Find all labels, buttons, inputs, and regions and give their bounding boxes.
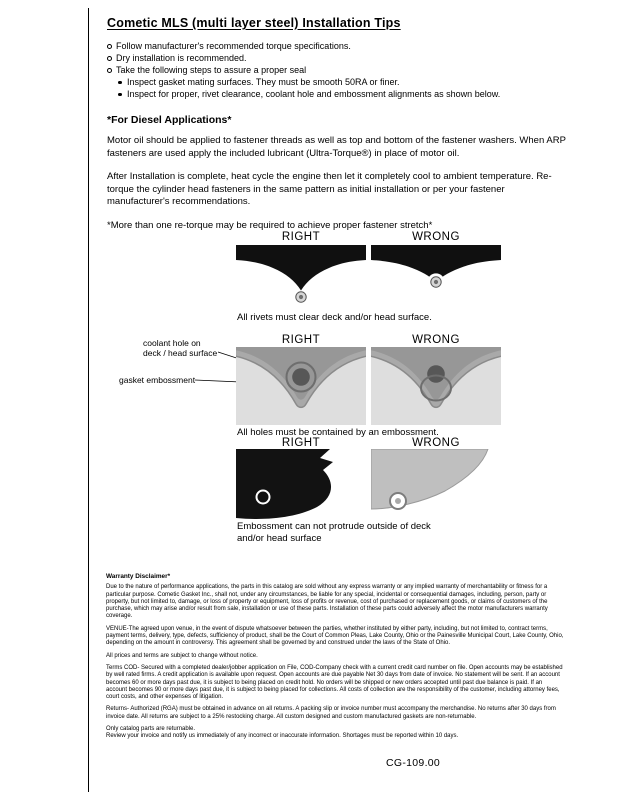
diesel-applications-heading: *For Diesel Applications*	[107, 114, 232, 126]
rivet-clearance-right-diagram	[236, 245, 366, 307]
diesel-paragraph-2: After Installation is complete, heat cycle the engine then let it completely cool to ambient temperature. Re-torque the cylinder head fasteners in the same pattern as initial installation or per your fastener manufacturer's recommendations.	[107, 171, 552, 207]
warranty-heading: Warranty Disclaimer*	[106, 573, 171, 580]
venue-paragraph: VENUE-The agreed upon venue, in the event of dispute whatsoever between the parties, whether instituted by either party, including, but not limited to, contract terms, payment terms, delivery, type, defects, sufficiency of product, shall be the Court of Common Pleas, Lake County, Ohio or the Painesville Municipal Court, Lake County, Ohio, depending on the amount in controversy. This agreement shall be governed by and construed under the laws of the State of Ohio.	[106, 625, 564, 647]
holes-caption: All holes must be contained by an embossment.	[237, 427, 439, 438]
prices-paragraph: All prices and terms are subject to change without notice.	[106, 652, 258, 659]
tip-item: Dry installation is recommended.	[106, 52, 578, 64]
review-invoice-line: Review your invoice and notify us immediately of any incorrect or inaccurate information. Shortages must be reported within 10 days.	[106, 733, 459, 740]
terms-paragraph: Terms COD- Secured with a completed dealer/jobber application on File, COD-Company check with a current credit card number on file. Open accounts may be established by well rated firms. A credit application is available upon request. Open accounts are due payable Net 30 days from date of invoice. No statement will be sent. If an account becomes 60 or more days past due, it is subject to being placed on credit hold. No orders will be shipped or new orders accepted until past due balance is paid. If an account becomes 90 or more days past due, it is subject to being placed for collections. All costs of collection are the responsibility of the customer, including attorney fees, court costs, and other expenses of litigation.	[106, 664, 563, 701]
coolant-hole-label	[143, 338, 227, 358]
tip-sub-item: Inspect for proper, rivet clearance, coolant hole and embossment alignments as shown below.	[106, 88, 578, 100]
wrong-column-label: WRONG	[412, 334, 460, 346]
warranty-paragraph: Due to the nature of performance applications, the parts in this catalog are sold without any express warranty or any implied warranty of merchantability or fitness for a particular purpose. Cometic Gasket Inc., shall not, under any circumstances, be liable for any special, incidental or consequential damages, including, person, party or property, but not limited to, damage, or loss of property or equipment, loss of profits or revenue, cost of purchased or replacement goods, or claims of customers of the purchase, which may arise and/or result from sale, installation or use of these parts. Installation of these parts could adversely affect the motor manufacturers warranty coverage.	[106, 584, 548, 620]
right-column-label: RIGHT	[281, 231, 321, 243]
diagram-section	[0, 228, 618, 564]
rivet-caption: All rivets must clear deck and/or head surface.	[237, 312, 432, 323]
page-title: Cometic MLS (multi layer steel) Installation Tips	[107, 16, 401, 30]
embossment-containment-wrong-diagram	[371, 347, 501, 425]
page-code: CG-109.00	[386, 757, 441, 769]
embossment-containment-right-diagram	[236, 347, 366, 425]
rivet-clearance-wrong-diagram	[371, 245, 501, 307]
tip-sub-item: Inspect gasket mating surfaces. They must be smooth 50RA or finer.	[106, 76, 578, 88]
protrusion-caption	[237, 521, 477, 545]
catalog-parts-line: Only catalog parts are returnable.	[106, 726, 196, 733]
tip-item: Take the following steps to assure a proper seal	[106, 64, 578, 76]
wrong-column-label: WRONG	[412, 231, 460, 243]
wrong-column-label: WRONG	[412, 437, 460, 449]
right-column-label: RIGHT	[281, 437, 321, 449]
returns-paragraph: Returns- Authorized (RGA) must be obtained in advance on all returns. A packing slip or invoice number must accompany the merchandise. No returns after 30 days from invoice date. All returns are subject to a 25% restocking charge. All custom designed and custom manufactured gaskets are non-returnable.	[106, 706, 556, 720]
diesel-paragraph-1: Motor oil should be applied to fastener threads as well as top and bottom of the fastener washers. When ARP fasteners are used apply the included lubricant (Ultra-Torque®) in place of motor oil.	[107, 135, 566, 159]
coolant-hole-label-line2: deck / head surface	[143, 348, 218, 358]
protrusion-caption-line1: Embossment can not protrude outside of deck	[237, 521, 431, 532]
protrusion-caption-line2: and/or head surface	[237, 533, 322, 544]
warranty-disclaimer-section	[106, 573, 564, 746]
gasket-embossment-label: gasket embossment	[119, 375, 196, 385]
embossment-protrusion-wrong-diagram	[371, 449, 501, 520]
coolant-hole-label-line1: coolant hole on	[143, 338, 201, 348]
installation-tips-section	[106, 16, 578, 232]
retorque-note: *More than one re-torque may be required to achieve proper fastener stretch*	[107, 219, 433, 231]
right-column-label: RIGHT	[281, 334, 321, 346]
tip-item: Follow manufacturer's recommended torque specifications.	[106, 40, 578, 52]
embossment-protrusion-right-diagram	[236, 449, 366, 520]
